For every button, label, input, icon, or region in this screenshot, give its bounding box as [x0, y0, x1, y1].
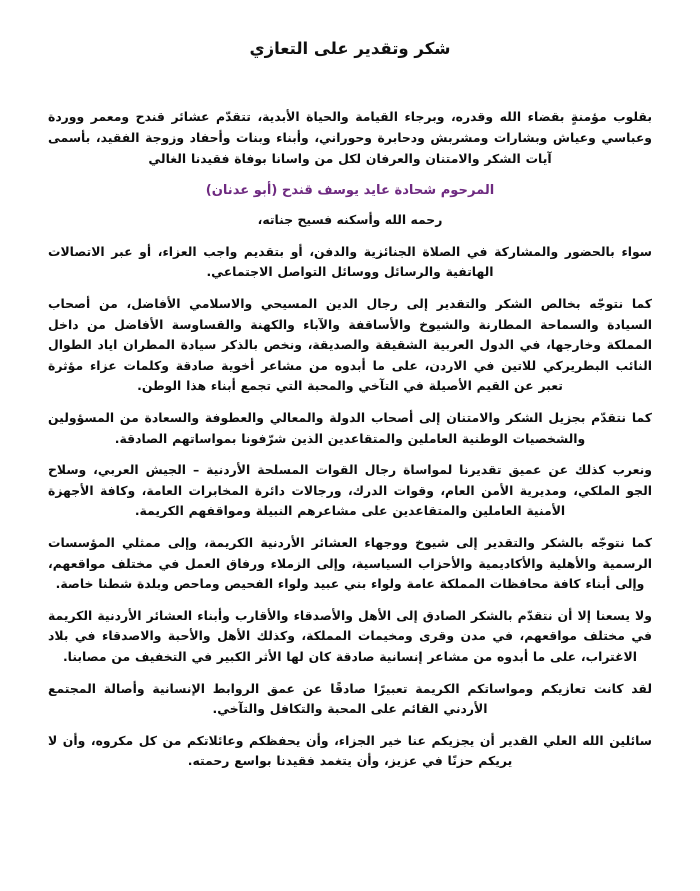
document-content: [48, 107, 652, 771]
paragraph-officials-thanks: كما نتقدّم بجزيل الشكر والامتنان إلى أصحاب الدولة والمعالي والعطوفة والسعادة من المسؤولين والشخصيات الوطنية العاملين والمتقاعدين الذين شرّفونا بمواساتهم الصادقة.: [48, 409, 652, 446]
document-body: [48, 0, 652, 891]
paragraph-closing-appreciation: لقد كانت تعازيكم ومواساتكم الكريمة تعبيرًا صادقًا عن عمق الروابط الإنسانية وأصالة المجتمع الأردني القائم على المحبة والتكافل والتآخي.: [48, 680, 652, 717]
blessing-line: رحمه الله وأسكنه فسيح جناته،: [257, 212, 443, 228]
page-title: شكر وتقدير على التعازي: [249, 39, 451, 58]
paragraph-opening: بقلوب مؤمنةٍ بقضاء الله وقدره، وبرجاء القيامة والحياة الأبدية، تتقدّم عشائر قندح ومعمر ووردة وعباسي وعياش وبشارات ومشربش ودحابرة وحوراني، وأبناء وبنات وأحفاد وزوجة الفقيد، بأسمى آيات الشكر والامتنان والعرفان لكل من واسانا بوفاة فقيدنا الغالي: [48, 109, 652, 166]
deceased-name: المرحوم شحادة عايد يوسف قندح (أبو عدنان): [205, 183, 495, 199]
paragraph-family-friends-thanks: ولا يسعنا إلا أن نتقدّم بالشكر الصادق إلى الأهل والأصدقاء والأقارب وأبناء العشائر الأردنية الكريمة في مختلف مواقعهم، في مدن وقرى ومخيمات المملكة، وكذلك الأهل والأحبة والاصدقاء في بلاد الاغتراب، على ما أبدوه من مشاعر إنسانية صادقة كان لها الأثر الكبير في التخفيف من مصابنا.: [48, 607, 652, 664]
paragraph-clergy-thanks: كما نتوجّه بخالص الشكر والتقدير إلى رجال الدين المسيحي والاسلامي الأفاضل، من أصحاب السيادة والسماحة المطارنة والشيوخ والأساقفة والآباء والكهنة والقساوسة الأفاضل من داخل المملكة وخارجها، في الدول العربية الشقيقة والصديقة، ونخص بالذكر سيادة المطران اياد الطوال النائب البطريركي للاتين في الاردن، على ما أبدوه من مشاعر أخوية صادقة وكلمات عزاء مؤثرة تعبر عن القيم الأصيلة في التآخي والمحبة التي تجمع أبناء هذا الوطن.: [48, 296, 652, 394]
paragraph-prayer: سائلين الله العلي القدير أن يجزيكم عنا خير الجزاء، وأن يحفظكم وعائلاتكم من كل مكروه، وأن لا يريكم حزنًا في عزيز، وأن يتغمد فقيدنا بواسع رحمته.: [48, 732, 652, 769]
paragraph-condolence-means: سواء بالحضور والمشاركة في الصلاة الجنائزية والدفن، أو بتقديم واجب العزاء، أو عبر الاتصالات الهاتفية والرسائل ووسائل التواصل الاجتماعي.: [48, 243, 652, 280]
paragraph-armed-forces-thanks: ونعرب كذلك عن عميق تقديرنا لمواساة رجال القوات المسلحة الأردنية – الجيش العربي، وسلاح الجو الملكي، ومديرية الأمن العام، وقوات الدرك، ورجالات دائرة المخابرات العامة، وكافة الأجهزة الأمنية العاملين والمتقاعدين على مشاعرهم النبيلة ومواقفهم الكريمة.: [48, 462, 652, 519]
paragraph-tribes-institutions-thanks: كما نتوجّه بالشكر والتقدير إلى شيوخ ووجهاء العشائر الأردنية الكريمة، وإلى ممثلي المؤسسات الرسمية والأهلية والأكاديمية والأحزاب السياسية، وإلى الزملاء ورفاق العمل في مختلف مواقعهم، وإلى أبناء كافة محافظات المملكة عامة ولواء بني عبيد ولواء الفحيص وماحص وبلدة شطنا خاصة.: [48, 534, 652, 592]
